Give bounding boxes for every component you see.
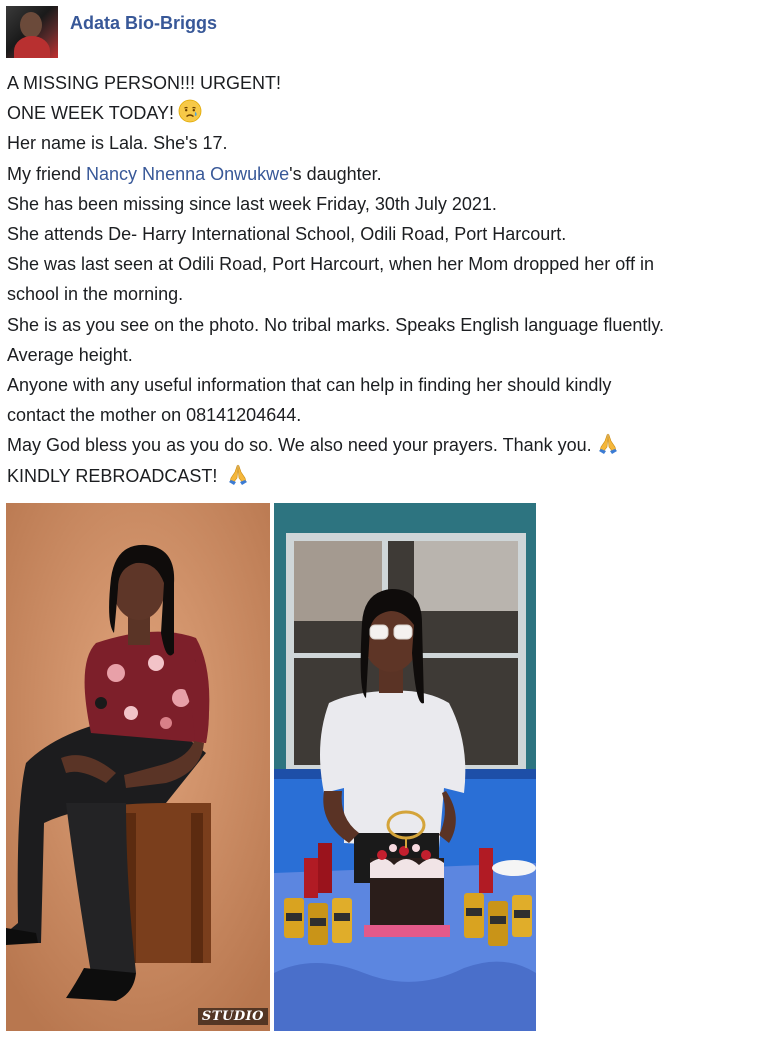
post-line: contact the mother on 08141204644. xyxy=(7,405,302,426)
mention-link[interactable]: Nancy Nnenna Onwukwe xyxy=(86,163,290,184)
post-line: A MISSING PERSON!!! URGENT! xyxy=(7,73,282,93)
post-line: Average height. xyxy=(7,344,133,365)
post-line: Her name is Lala. She's 17. xyxy=(7,133,228,154)
photo-grid xyxy=(6,503,536,1031)
crying-face-icon xyxy=(178,99,202,123)
post-line: She was last seen at Odili Road, Port Harcourt, when her Mom dropped her off in xyxy=(7,254,654,275)
studio-watermark: STUDIO xyxy=(198,1008,268,1025)
author-name[interactable]: Adata Bio-Briggs xyxy=(70,12,218,33)
photo-studio-portrait[interactable] xyxy=(6,503,270,1031)
portrait-illustration xyxy=(6,503,270,1031)
post-line: ONE WEEK TODAY! xyxy=(7,98,771,128)
post-line: She is as you see on the photo. No tribal marks. Speaks English language fluently. xyxy=(7,314,665,335)
post-line: May God bless you as you do so. We also need your prayers. Thank you. xyxy=(7,430,771,460)
post-line: school in the morning. xyxy=(7,284,184,305)
post-line: She attends De- Harry International School, Odili Road, Port Harcourt. xyxy=(7,224,567,245)
folded-hands-icon xyxy=(596,431,620,455)
post-line: KINDLY REBROADCAST! xyxy=(7,461,771,491)
post-line: Anyone with any useful information that can help in finding her should kindly xyxy=(7,375,612,396)
post-line: She has been missing since last week Friday, 30th July 2021. xyxy=(7,193,497,214)
post-line: My friend Nancy Nnenna Onwukwe's daughter. xyxy=(7,163,382,184)
post-text xyxy=(7,68,771,491)
folded-hands-icon xyxy=(226,462,250,486)
post-header xyxy=(6,6,217,58)
photo-birthday-cake[interactable] xyxy=(274,503,536,1031)
avatar[interactable] xyxy=(6,6,58,58)
birthday-illustration xyxy=(274,503,536,1031)
